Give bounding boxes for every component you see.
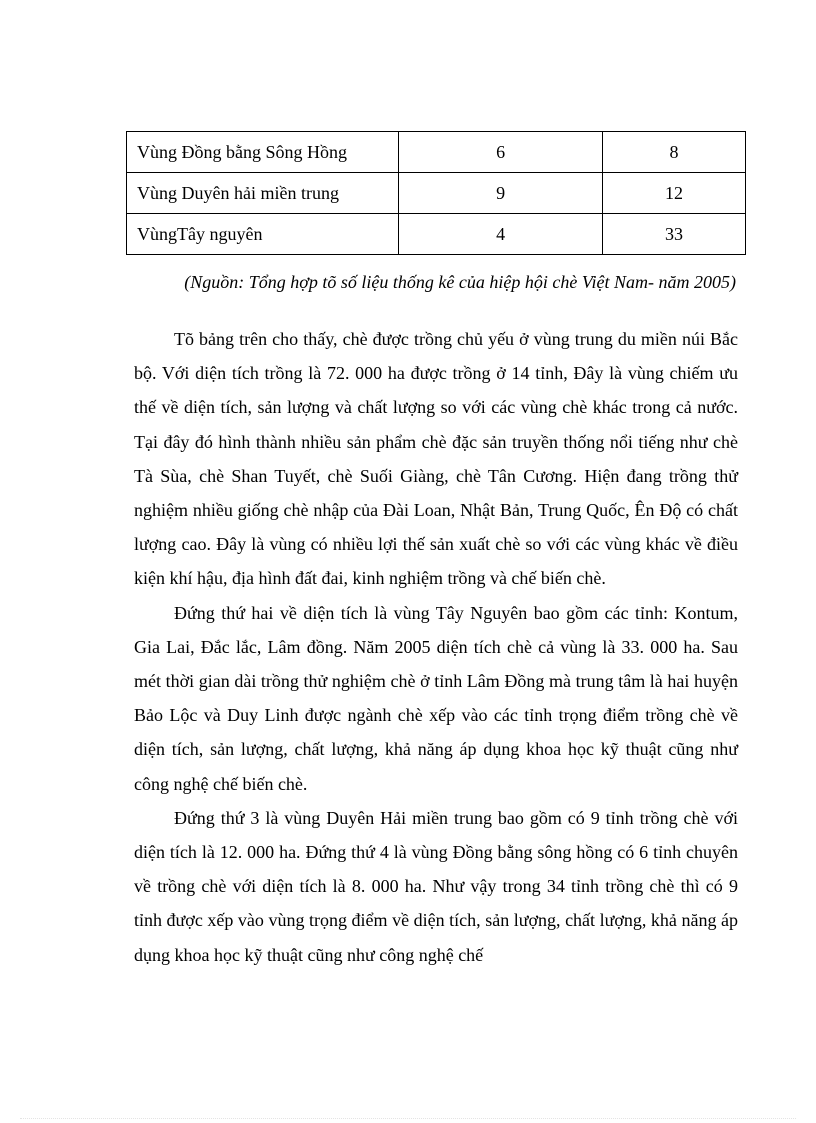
table-cell-region: Vùng Đồng bằng Sông Hồng: [127, 132, 399, 173]
table-cell-region: VùngTây nguyên: [127, 214, 399, 255]
table-cell-value: 12: [602, 173, 745, 214]
table-cell-value: 33: [602, 214, 745, 255]
table-cell-value: 8: [602, 132, 745, 173]
table-row: [127, 214, 746, 255]
paragraph: Tõ bảng trên cho thấy, chè được trồng chủ yếu ở vùng trung du miền núi Bắc bộ. Với diện tích trồng là 72. 000 ha được trồng ở 14 tỉnh, Đây là vùng chiếm ưu thế về diện tích, sản lượng và chất lượng so với các vùng chè khác trong cả nước. Tại đây đó hình thành nhiều sản phẩm chè đặc sản truyền thống nổi tiếng như chè Tà Sùa, chè Shan Tuyết, chè Suối Giàng, chè Tân Cương. Hiện đang trồng thử nghiệm nhiều giống chè nhập của Đài Loan, Nhật Bản, Trung Quốc, Ên Độ có chất lượng cao. Đây là vùng có nhiều lợi thế sản xuất chè so với các vùng khác về điều kiện khí hậu, địa hình đất đai, kinh nghiệm trồng và chế biến chè.: [134, 329, 738, 589]
table-cell-value: 9: [399, 173, 602, 214]
paragraph: Đứng thứ 3 là vùng Duyên Hải miền trung bao gồm có 9 tỉnh trồng chè với diện tích là 12. 000 ha. Đứng thứ 4 là vùng Đồng bằng sông hồng có 6 tỉnh chuyên về trồng chè với diện tích là 8. 000 ha. Như vậy trong 34 tỉnh trồng chè thì có 9 tỉnh được xếp vào vùng trọng điểm về diện tích, sản lượng, chất lượng, khả năng áp dụng khoa học kỹ thuật cũng như công nghệ chế: [134, 807, 738, 965]
table-cell-region: Vùng Duyên hải miền trung: [127, 173, 399, 214]
table-row: [127, 132, 746, 173]
tea-area-table: [126, 131, 746, 255]
table-row: [127, 173, 746, 214]
table-source-note: (Nguồn: Tổng hợp tõ số liệu thống kê của hiệp hội chè Việt Nam- năm 2005): [184, 272, 736, 292]
body-text: [134, 322, 738, 972]
paragraph: Đứng thứ hai về diện tích là vùng Tây Nguyên bao gồm các tỉnh: Kontum, Gia Lai, Đắc lắc, Lâm đồng. Năm 2005 diện tích chè cả vùng là 33. 000 ha. Sau mét thời gian dài trồng thử nghiệm chè ở tỉnh Lâm Đồng mà trung tâm là hai huyện Bảo Lộc và Duy Linh được ngành chè xếp vào các tỉnh trọng điểm trồng chè về diện tích, sản lượng, chất lượng, khả năng áp dụng khoa học kỹ thuật cũng như công nghệ chế biến chè.: [134, 602, 738, 794]
page-bottom-divider: [20, 1118, 796, 1119]
table-cell-value: 6: [399, 132, 602, 173]
table-cell-value: 4: [399, 214, 602, 255]
